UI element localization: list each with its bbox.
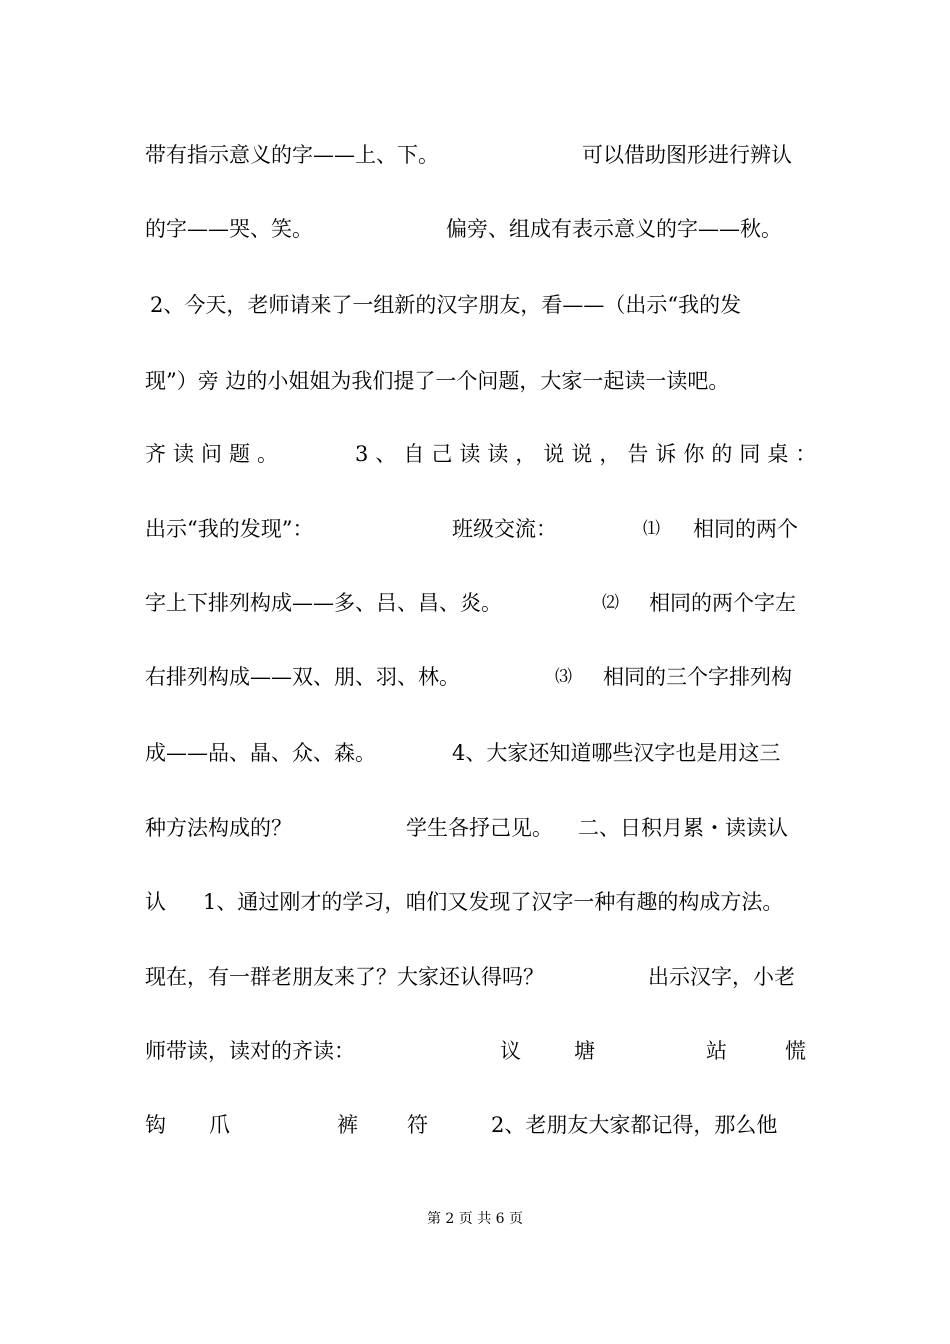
text-segment: 相同的两个: [693, 517, 798, 541]
text-segment: 认: [145, 890, 166, 914]
text-segment: 二、日积月累・读读认: [578, 816, 788, 840]
text-segment: 偏旁、组成有表示意义的字——秋。: [446, 217, 782, 241]
text-segment: 出示汉字，小老: [648, 965, 795, 989]
text-segment: 相同的两个字左: [649, 591, 796, 615]
text-segment: 现在，有一群老朋友来了？大家还认得吗？: [145, 965, 544, 989]
text-segment: 齐读问题。: [145, 442, 285, 466]
text-segment: 学生各抒己见。: [406, 816, 553, 840]
list-marker: ⑴: [643, 519, 660, 539]
character-item: 议: [500, 1039, 521, 1063]
text-segment: 种方法构成的？: [145, 816, 292, 840]
text-segment: 字上下排列构成——多、吕、昌、炎。: [145, 591, 502, 615]
list-marker: ⑵: [602, 593, 619, 613]
character-item: 符: [407, 1113, 428, 1137]
text-segment: 班级交流：: [452, 517, 557, 541]
text-segment: 3、自己读读，说说，告诉你的同桌：: [355, 442, 824, 466]
text-segment: 师带读，读对的齐读：: [145, 1039, 355, 1063]
list-marker: ⑶: [555, 667, 572, 687]
text-segment: 2、老朋友大家都记得，那么他: [491, 1113, 778, 1137]
text-segment: 带有指示意义的字——上、下。: [145, 143, 439, 167]
page-footer: 第 2 页 共 6 页: [426, 1211, 524, 1227]
text-segment: 右排列构成——双、朋、羽、林。: [145, 665, 460, 689]
character-item: 慌: [785, 1039, 806, 1063]
text-segment: 1、通过刚才的学习，咱们又发现了汉字一种有趣的构成方法。: [203, 890, 784, 914]
text-segment: 4、大家还知道哪些汉字也是用这三: [452, 741, 781, 765]
character-item: 站: [706, 1039, 727, 1063]
text-segment: 2、今天，老师请来了一组新的汉字朋友，看——（出示“我的发: [150, 293, 742, 317]
character-item: 钩: [145, 1113, 166, 1137]
text-segment: 可以借助图形进行辨认: [582, 143, 792, 167]
character-item: 裤: [337, 1113, 358, 1137]
character-item: 塘: [574, 1039, 595, 1063]
text-segment: 的字——哭、笑。: [145, 217, 313, 241]
character-item: 爪: [209, 1113, 230, 1137]
text-segment: 成——品、晶、众、森。: [145, 741, 376, 765]
text-segment: 相同的三个字排列构: [603, 665, 792, 689]
text-segment: 出示“我的发现”：: [145, 517, 314, 541]
text-segment: 现”）旁 边的小姐姐为我们提了一个问题，大家一起读一读吧。: [145, 369, 730, 393]
